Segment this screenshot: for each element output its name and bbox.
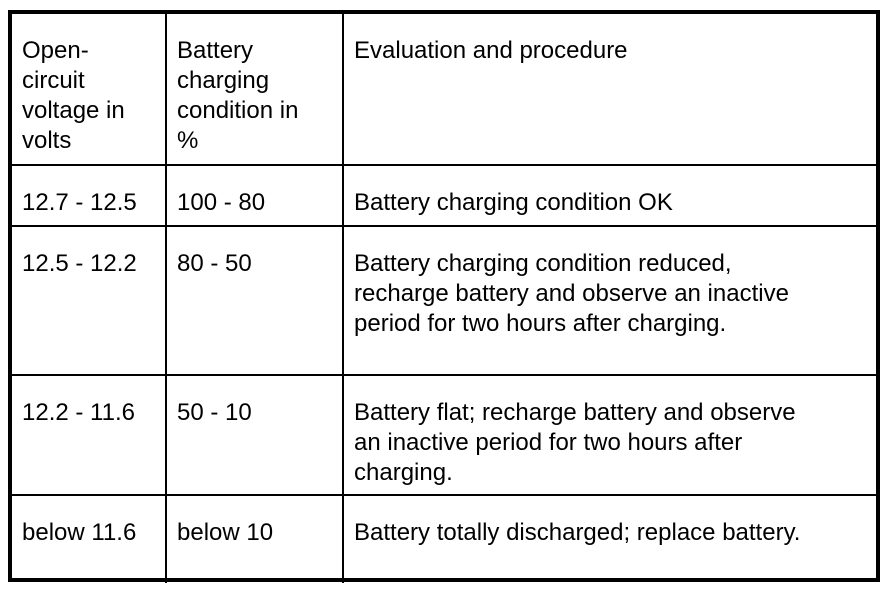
cell-voltage: below 11.6 [12, 495, 166, 583]
table-header-row [12, 14, 876, 165]
header-charge: Battery charging condition in % [166, 14, 343, 165]
cell-charge: 80 - 50 [166, 226, 343, 375]
table-row [12, 495, 876, 583]
table-grid [12, 14, 876, 583]
cell-voltage: 12.7 - 12.5 [12, 165, 166, 226]
header-evaluation: Evaluation and procedure [343, 14, 876, 165]
cell-evaluation: Battery totally discharged; replace battery. [343, 495, 876, 583]
cell-voltage: 12.5 - 12.2 [12, 226, 166, 375]
table-row [12, 165, 876, 226]
table-row [12, 226, 876, 375]
table-row [12, 375, 876, 495]
battery-voltage-table [8, 10, 880, 582]
cell-charge: 50 - 10 [166, 375, 343, 495]
cell-evaluation: Battery charging condition OK [343, 165, 876, 226]
cell-charge: below 10 [166, 495, 343, 583]
header-voltage: Open- circuit voltage in volts [12, 14, 166, 165]
cell-charge: 100 - 80 [166, 165, 343, 226]
cell-evaluation: Battery charging condition reduced, recharge battery and observe an inactive period for two hours after charging. [343, 226, 876, 375]
cell-evaluation: Battery flat; recharge battery and observe an inactive period for two hours after charging. [343, 375, 876, 495]
cell-voltage: 12.2 - 11.6 [12, 375, 166, 495]
